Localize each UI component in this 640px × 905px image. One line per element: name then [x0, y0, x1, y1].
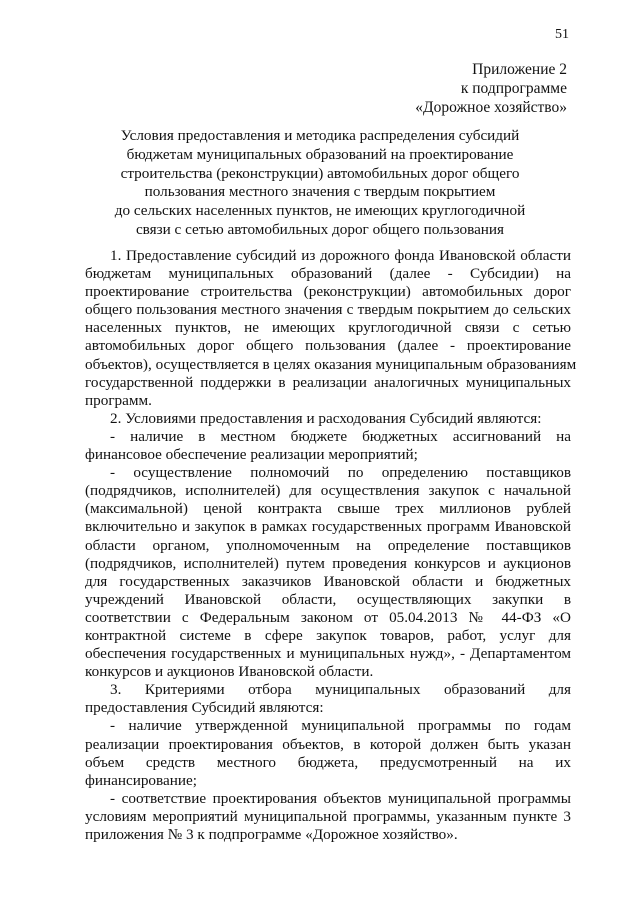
body-line: объектов), осуществляется в целях оказания муниципальным образованиям [85, 355, 577, 373]
body-line: (подрядчиков, исполнителей) путем проведения конкурсов и аукционов [85, 554, 571, 572]
appendix-line: «Дорожное хозяйство» [415, 99, 567, 116]
body-line: - наличие утвержденной муниципальной программы по годам [110, 717, 571, 735]
title-line: связи с сетью автомобильных дорог общего пользования [135, 220, 505, 238]
appendix-line: Приложение 2 [472, 61, 567, 78]
body-line: 2. Условиями предоставления и расходования Субсидий являются: [110, 409, 542, 427]
body-line: бюджетам муниципальных образований (далее - Субсидии) на [85, 265, 571, 283]
body-line: для государственных заказчиков Ивановской области и бюджетных [85, 572, 571, 590]
body-line: конкурсов и аукционов Ивановской области. [85, 663, 374, 681]
title-line: пользования местного значения с твердым покрытием [144, 183, 496, 201]
body-line: - соответствие проектирования объектов муниципальной программы [110, 789, 571, 807]
document-title [60, 127, 580, 240]
body-line: 1. Предоставление субсидий из дорожного фонда Ивановской области [110, 247, 571, 264]
appendix-header [415, 60, 567, 117]
body-line: программ. [85, 391, 152, 409]
title-line: Условия предоставления и методика распределения субсидий [120, 127, 520, 144]
body-line: реализации проектирования объектов, в которой должен быть указан [85, 735, 571, 753]
body-line: финансирование; [85, 771, 197, 789]
body-line: проектирование строительства (реконструкции) автомобильных дорог [85, 283, 571, 301]
body-line: объем средств местного бюджета, предусмотренный на их [85, 753, 571, 771]
body-line: общего пользования местного значения с твердым покрытием до сельских [85, 301, 571, 319]
page-number: 51 [555, 27, 569, 42]
body-line: учреждений Ивановской области, осуществляющих закупки в [85, 590, 571, 608]
body-line: условиям мероприятий муниципальной программы, указанным пункте 3 [85, 807, 571, 825]
title-line: строительства (реконструкции) автомобильных дорог общего [120, 164, 520, 182]
body-line: - осуществление полномочий по определению поставщиков [110, 464, 571, 482]
document-body [85, 247, 577, 844]
body-line: населенных пунктов, не имеющих круглогодичной связи с сетью [85, 319, 571, 337]
body-line: финансовое обеспечение реализации мероприятий; [85, 446, 418, 464]
body-line: - наличие в местном бюджете бюджетных ассигнований на [110, 427, 571, 445]
body-line: приложения № 3 к подпрограмме «Дорожное хозяйство». [85, 826, 458, 843]
body-line: государственной поддержки в реализации аналогичных муниципальных [85, 373, 571, 391]
appendix-line: к подпрограмме [460, 80, 567, 97]
body-line: 3. Критериями отбора муниципальных образований для [110, 681, 571, 699]
title-line: до сельских населенных пунктов, не имеющих круглогодичной [114, 202, 526, 220]
title-line: бюджетам муниципальных образований на проектирование [126, 145, 514, 163]
body-line: соответствии с Федеральным законом от 05.04.2013 № 44-ФЗ «О [85, 608, 571, 626]
body-line: автомобильных дорог общего пользования (далее - проектирование [85, 337, 571, 355]
body-line: (максимальной) ценой контракта свыше трех миллионов рублей [85, 500, 571, 518]
body-line: включительно и закупок в рамках государственных программ Ивановской [85, 518, 571, 536]
body-line: предоставления Субсидий являются: [85, 699, 324, 717]
body-line: области органом, уполномоченным на определение поставщиков [85, 536, 571, 554]
body-line: контрактной системе в сфере закупок товаров, работ, услуг для [85, 626, 571, 644]
body-line: (подрядчиков, исполнителей) для осуществления закупок с начальной [85, 482, 571, 500]
body-line: обеспечения государственных и муниципальных нужд», - Департаментом [85, 645, 571, 663]
